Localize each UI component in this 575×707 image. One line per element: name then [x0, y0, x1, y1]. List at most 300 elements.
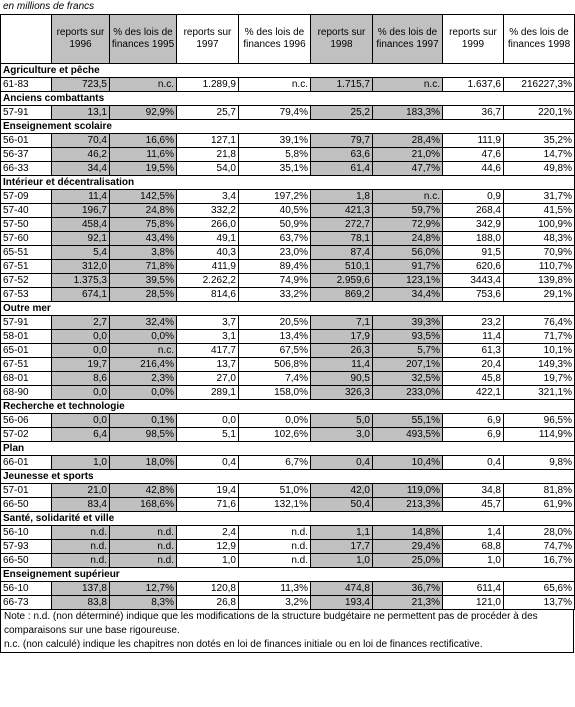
chapter-code: 58-01	[1, 330, 52, 344]
data-cell: 26,3	[311, 344, 373, 358]
data-cell: 149,3%	[504, 358, 575, 372]
chapter-code: 56-10	[1, 582, 52, 596]
data-cell: 6,4	[52, 428, 110, 442]
data-cell: n.d.	[110, 526, 177, 540]
data-cell: 493,5%	[373, 428, 443, 442]
data-cell: 342,9	[443, 218, 504, 232]
table-row	[1, 162, 575, 176]
data-cell: 13,4%	[239, 330, 311, 344]
data-cell: 79,7	[311, 134, 373, 148]
data-cell: 216227,3%	[504, 78, 575, 92]
data-cell: 0,0	[52, 330, 110, 344]
data-cell: n.d.	[239, 540, 311, 554]
data-cell: 14,7%	[504, 148, 575, 162]
data-cell: 75,8%	[110, 218, 177, 232]
data-cell: 0,9	[443, 190, 504, 204]
data-cell: 91,5	[443, 246, 504, 260]
table-row	[1, 78, 575, 92]
data-cell: 11,3%	[239, 582, 311, 596]
data-cell: 1,0	[52, 456, 110, 470]
table-row	[1, 316, 575, 330]
data-cell: 76,4%	[504, 316, 575, 330]
data-cell: 34,8	[443, 484, 504, 498]
data-cell: 1.715,7	[311, 78, 373, 92]
data-cell: 19,5%	[110, 162, 177, 176]
data-cell: 510,1	[311, 260, 373, 274]
data-cell: 44,6	[443, 162, 504, 176]
data-cell: 71,6	[177, 498, 239, 512]
data-cell: 35,2%	[504, 134, 575, 148]
data-cell: 266,0	[177, 218, 239, 232]
data-cell: 74,9%	[239, 274, 311, 288]
data-cell: 63,6	[311, 148, 373, 162]
chapter-code: 57-91	[1, 106, 52, 120]
data-cell: 19,7%	[504, 372, 575, 386]
data-cell: 35,1%	[239, 162, 311, 176]
data-cell: 27,0	[177, 372, 239, 386]
data-cell: 3443,4	[443, 274, 504, 288]
column-header: % des lois de finances 1998	[504, 15, 575, 64]
data-cell: 123,1%	[373, 274, 443, 288]
data-cell: 139,8%	[504, 274, 575, 288]
data-cell: 0,0	[52, 386, 110, 400]
data-cell: 70,4	[52, 134, 110, 148]
data-cell: 0,0	[52, 414, 110, 428]
table-row	[1, 344, 575, 358]
table-row	[1, 554, 575, 568]
data-cell: 422,1	[443, 386, 504, 400]
data-cell: 90,5	[311, 372, 373, 386]
data-cell: 196,7	[52, 204, 110, 218]
data-cell: 12,7%	[110, 582, 177, 596]
data-cell: 79,4%	[239, 106, 311, 120]
section-title: Santé, solidarité et ville	[1, 512, 575, 526]
data-cell: 158,0%	[239, 386, 311, 400]
data-cell: 41,5%	[504, 204, 575, 218]
data-cell: 87,4	[311, 246, 373, 260]
section-row	[1, 176, 575, 190]
chapter-code: 67-51	[1, 260, 52, 274]
table-row	[1, 274, 575, 288]
data-cell: 42,8%	[110, 484, 177, 498]
section-row	[1, 442, 575, 456]
data-cell: 13,7%	[504, 596, 575, 610]
chapter-code: 57-91	[1, 316, 52, 330]
data-cell: n.d.	[239, 554, 311, 568]
data-cell: 59,7%	[373, 204, 443, 218]
data-cell: 19,7	[52, 358, 110, 372]
data-cell: 14,8%	[373, 526, 443, 540]
data-cell: 28,0%	[504, 526, 575, 540]
section-title: Agriculture et pêche	[1, 64, 575, 78]
data-cell: 51,0%	[239, 484, 311, 498]
data-cell: 11,4	[311, 358, 373, 372]
data-cell: 6,9	[443, 428, 504, 442]
data-cell: 268,4	[443, 204, 504, 218]
data-cell: 2,7	[52, 316, 110, 330]
data-cell: 3,0	[311, 428, 373, 442]
data-cell: n.c.	[239, 78, 311, 92]
table-row	[1, 148, 575, 162]
chapter-code: 57-02	[1, 428, 52, 442]
data-cell: 183,3%	[373, 106, 443, 120]
table-row	[1, 134, 575, 148]
data-cell: n.c.	[110, 344, 177, 358]
data-cell: 102,6%	[239, 428, 311, 442]
data-cell: 16,6%	[110, 134, 177, 148]
chapter-code: 57-50	[1, 218, 52, 232]
chapter-code: 66-50	[1, 498, 52, 512]
chapter-code: 67-51	[1, 358, 52, 372]
data-cell: 10,4%	[373, 456, 443, 470]
data-cell: 21,0%	[373, 148, 443, 162]
section-row	[1, 64, 575, 78]
data-cell: n.d.	[52, 540, 110, 554]
data-cell: 506,8%	[239, 358, 311, 372]
data-cell: 188,0	[443, 232, 504, 246]
data-cell: 119,0%	[373, 484, 443, 498]
section-row	[1, 568, 575, 582]
section-row	[1, 400, 575, 414]
data-cell: 29,4%	[373, 540, 443, 554]
data-cell: n.d.	[52, 526, 110, 540]
data-cell: 5,8%	[239, 148, 311, 162]
data-cell: 45,7	[443, 498, 504, 512]
data-cell: 207,1%	[373, 358, 443, 372]
section-row	[1, 120, 575, 134]
data-cell: 61,3	[443, 344, 504, 358]
data-cell: 0,0%	[110, 330, 177, 344]
data-cell: 1,4	[443, 526, 504, 540]
table-row	[1, 456, 575, 470]
data-cell: 11,6%	[110, 148, 177, 162]
data-cell: 26,8	[177, 596, 239, 610]
data-cell: 36,7%	[373, 582, 443, 596]
data-cell: 233,0%	[373, 386, 443, 400]
data-cell: 13,7	[177, 358, 239, 372]
data-cell: 5,1	[177, 428, 239, 442]
section-row	[1, 470, 575, 484]
column-header	[1, 15, 52, 64]
chapter-code: 65-51	[1, 246, 52, 260]
data-cell: 96,5%	[504, 414, 575, 428]
chapter-code: 68-01	[1, 372, 52, 386]
data-cell: 10,1%	[504, 344, 575, 358]
table-row	[1, 540, 575, 554]
data-cell: 42,0	[311, 484, 373, 498]
data-cell: 1,0	[311, 554, 373, 568]
data-cell: 63,7%	[239, 232, 311, 246]
chapter-code: 57-93	[1, 540, 52, 554]
data-cell: 7,4%	[239, 372, 311, 386]
chapter-code: 67-53	[1, 288, 52, 302]
chapter-code: 66-01	[1, 456, 52, 470]
chapter-code: 68-90	[1, 386, 52, 400]
table-row	[1, 246, 575, 260]
chapter-code: 66-50	[1, 554, 52, 568]
data-cell: 83,8	[52, 596, 110, 610]
data-cell: 39,5%	[110, 274, 177, 288]
data-cell: 16,7%	[504, 554, 575, 568]
data-cell: 114,9%	[504, 428, 575, 442]
data-cell: n.d.	[110, 540, 177, 554]
data-cell: 216,4%	[110, 358, 177, 372]
table-row	[1, 484, 575, 498]
data-cell: 3,7	[177, 316, 239, 330]
data-cell: 620,6	[443, 260, 504, 274]
data-cell: 50,9%	[239, 218, 311, 232]
data-cell: 0,0%	[239, 414, 311, 428]
data-cell: 142,5%	[110, 190, 177, 204]
data-cell: 0,1%	[110, 414, 177, 428]
data-cell: 474,8	[311, 582, 373, 596]
chapter-code: 57-40	[1, 204, 52, 218]
data-cell: 0,0	[177, 414, 239, 428]
chapter-code: 57-60	[1, 232, 52, 246]
column-header: % des lois de finances 1996	[239, 15, 311, 64]
data-cell: 111,9	[443, 134, 504, 148]
data-cell: 0,4	[443, 456, 504, 470]
data-cell: 47,6	[443, 148, 504, 162]
data-cell: 31,7%	[504, 190, 575, 204]
data-cell: 32,4%	[110, 316, 177, 330]
data-cell: 19,4	[177, 484, 239, 498]
data-cell: 28,5%	[110, 288, 177, 302]
data-cell: 3,8%	[110, 246, 177, 260]
data-cell: 89,4%	[239, 260, 311, 274]
chapter-code: 66-73	[1, 596, 52, 610]
data-cell: 28,4%	[373, 134, 443, 148]
data-cell: 0,4	[311, 456, 373, 470]
data-cell: 289,1	[177, 386, 239, 400]
data-cell: 20,5%	[239, 316, 311, 330]
data-cell: n.c.	[110, 78, 177, 92]
section-title: Intérieur et décentralisation	[1, 176, 575, 190]
data-cell: 11,4	[52, 190, 110, 204]
section-title: Anciens combattants	[1, 92, 575, 106]
data-cell: 40,5%	[239, 204, 311, 218]
data-cell: 25,0%	[373, 554, 443, 568]
data-cell: 25,2	[311, 106, 373, 120]
column-header: % des lois de finances 1997	[373, 15, 443, 64]
data-cell: n.c.	[373, 190, 443, 204]
column-header: reports sur 1998	[311, 15, 373, 64]
data-cell: 2,3%	[110, 372, 177, 386]
data-cell: 1,0	[177, 554, 239, 568]
note-nc: n.c. (non calculé) indique les chapitres non dotés en loi de finances initiale ou en loi de finances rectificative.	[0, 638, 574, 653]
data-cell: 213,3%	[373, 498, 443, 512]
data-cell: 21,3%	[373, 596, 443, 610]
section-title: Enseignement supérieur	[1, 568, 575, 582]
data-cell: 321,1%	[504, 386, 575, 400]
chapter-code: 56-10	[1, 526, 52, 540]
data-cell: 71,7%	[504, 330, 575, 344]
table-row	[1, 204, 575, 218]
data-cell: n.d.	[110, 554, 177, 568]
table-row	[1, 218, 575, 232]
data-cell: 18,0%	[110, 456, 177, 470]
data-cell: 3,4	[177, 190, 239, 204]
data-cell: 56,0%	[373, 246, 443, 260]
data-cell: 6,9	[443, 414, 504, 428]
data-cell: 40,3	[177, 246, 239, 260]
table-row	[1, 428, 575, 442]
data-cell: 13,1	[52, 106, 110, 120]
data-cell: 132,1%	[239, 498, 311, 512]
data-cell: n.d.	[52, 554, 110, 568]
data-cell: 50,4	[311, 498, 373, 512]
data-cell: 81,8%	[504, 484, 575, 498]
chapter-code: 66-33	[1, 162, 52, 176]
data-cell: 48,3%	[504, 232, 575, 246]
section-row	[1, 92, 575, 106]
unit-caption: en millions de francs	[3, 1, 95, 12]
data-cell: 100,9%	[504, 218, 575, 232]
data-cell: 23,0%	[239, 246, 311, 260]
data-cell: 332,2	[177, 204, 239, 218]
data-cell: 3,1	[177, 330, 239, 344]
data-cell: 17,9	[311, 330, 373, 344]
data-cell: 411,9	[177, 260, 239, 274]
table-row	[1, 526, 575, 540]
chapter-code: 61-83	[1, 78, 52, 92]
data-cell: 197,2%	[239, 190, 311, 204]
chapter-code: 65-01	[1, 344, 52, 358]
data-cell: 8,3%	[110, 596, 177, 610]
section-row	[1, 302, 575, 316]
data-cell: 0,0	[52, 344, 110, 358]
data-cell: 0,0%	[110, 386, 177, 400]
data-cell: 1.289,9	[177, 78, 239, 92]
data-cell: 5,0	[311, 414, 373, 428]
data-cell: 312,0	[52, 260, 110, 274]
table-row	[1, 582, 575, 596]
section-title: Recherche et technologie	[1, 400, 575, 414]
data-cell: 93,5%	[373, 330, 443, 344]
reports-table	[0, 14, 575, 610]
data-cell: 78,1	[311, 232, 373, 246]
data-cell: 65,6%	[504, 582, 575, 596]
chapter-code: 56-06	[1, 414, 52, 428]
data-cell: 1,1	[311, 526, 373, 540]
data-cell: 220,1%	[504, 106, 575, 120]
data-cell: 417,7	[177, 344, 239, 358]
data-cell: 36,7	[443, 106, 504, 120]
data-cell: 1.637,6	[443, 78, 504, 92]
table-row	[1, 498, 575, 512]
table-row	[1, 358, 575, 372]
table-row	[1, 260, 575, 274]
note-nd: Note : n.d. (non déterminé) indique que les modifications de la structure budgétaire ne permettent pas de procéder à des comparaisons sur une base rigoureuse.	[0, 610, 574, 638]
section-title: Plan	[1, 442, 575, 456]
data-cell: 29,1%	[504, 288, 575, 302]
table-row	[1, 596, 575, 610]
data-cell: 421,3	[311, 204, 373, 218]
data-cell: 34,4%	[373, 288, 443, 302]
data-cell: 24,8%	[110, 204, 177, 218]
table-row	[1, 414, 575, 428]
data-cell: 326,3	[311, 386, 373, 400]
data-cell: 1.375,3	[52, 274, 110, 288]
data-cell: 272,7	[311, 218, 373, 232]
table-row	[1, 232, 575, 246]
section-row	[1, 512, 575, 526]
data-cell: 723,5	[52, 78, 110, 92]
data-cell: 458,4	[52, 218, 110, 232]
data-cell: 55,1%	[373, 414, 443, 428]
data-cell: 21,0	[52, 484, 110, 498]
data-cell: 70,9%	[504, 246, 575, 260]
data-cell: 5,7%	[373, 344, 443, 358]
data-cell: 98,5%	[110, 428, 177, 442]
data-cell: 17,7	[311, 540, 373, 554]
table-row	[1, 330, 575, 344]
data-cell: 61,4	[311, 162, 373, 176]
data-cell: 54,0	[177, 162, 239, 176]
data-cell: 2.959,6	[311, 274, 373, 288]
column-header: reports sur 1997	[177, 15, 239, 64]
section-title: Enseignement scolaire	[1, 120, 575, 134]
data-cell: 5,4	[52, 246, 110, 260]
data-cell: 45,8	[443, 372, 504, 386]
data-cell: 7,1	[311, 316, 373, 330]
data-cell: 83,4	[52, 498, 110, 512]
data-cell: 193,4	[311, 596, 373, 610]
data-cell: 23,2	[443, 316, 504, 330]
data-cell: 21,8	[177, 148, 239, 162]
chapter-code: 57-09	[1, 190, 52, 204]
data-cell: 121,0	[443, 596, 504, 610]
data-cell: 67,5%	[239, 344, 311, 358]
data-cell: 43,4%	[110, 232, 177, 246]
section-title: Outre mer	[1, 302, 575, 316]
data-cell: 33,2%	[239, 288, 311, 302]
data-cell: 49,8%	[504, 162, 575, 176]
data-cell: 68,8	[443, 540, 504, 554]
table-row	[1, 386, 575, 400]
data-cell: 49,1	[177, 232, 239, 246]
data-cell: 24,8%	[373, 232, 443, 246]
data-cell: 34,4	[52, 162, 110, 176]
header-row	[1, 15, 575, 64]
table-row	[1, 288, 575, 302]
data-cell: 92,9%	[110, 106, 177, 120]
chapter-code: 57-01	[1, 484, 52, 498]
data-cell: n.c.	[373, 78, 443, 92]
data-cell: 120,8	[177, 582, 239, 596]
data-cell: 611,4	[443, 582, 504, 596]
data-cell: 674,1	[52, 288, 110, 302]
data-cell: 127,1	[177, 134, 239, 148]
chapter-code: 67-52	[1, 274, 52, 288]
data-cell: 137,8	[52, 582, 110, 596]
data-cell: 25,7	[177, 106, 239, 120]
data-cell: 110,7%	[504, 260, 575, 274]
data-cell: 6,7%	[239, 456, 311, 470]
column-header: reports sur 1996	[52, 15, 110, 64]
data-cell: 32,5%	[373, 372, 443, 386]
data-cell: 71,8%	[110, 260, 177, 274]
data-cell: 2.262,2	[177, 274, 239, 288]
data-cell: 9,8%	[504, 456, 575, 470]
table-row	[1, 190, 575, 204]
data-cell: 3,2%	[239, 596, 311, 610]
column-header: % des lois de finances 1995	[110, 15, 177, 64]
data-cell: 2,4	[177, 526, 239, 540]
column-header: reports sur 1999	[443, 15, 504, 64]
table-row	[1, 372, 575, 386]
data-cell: 11,4	[443, 330, 504, 344]
